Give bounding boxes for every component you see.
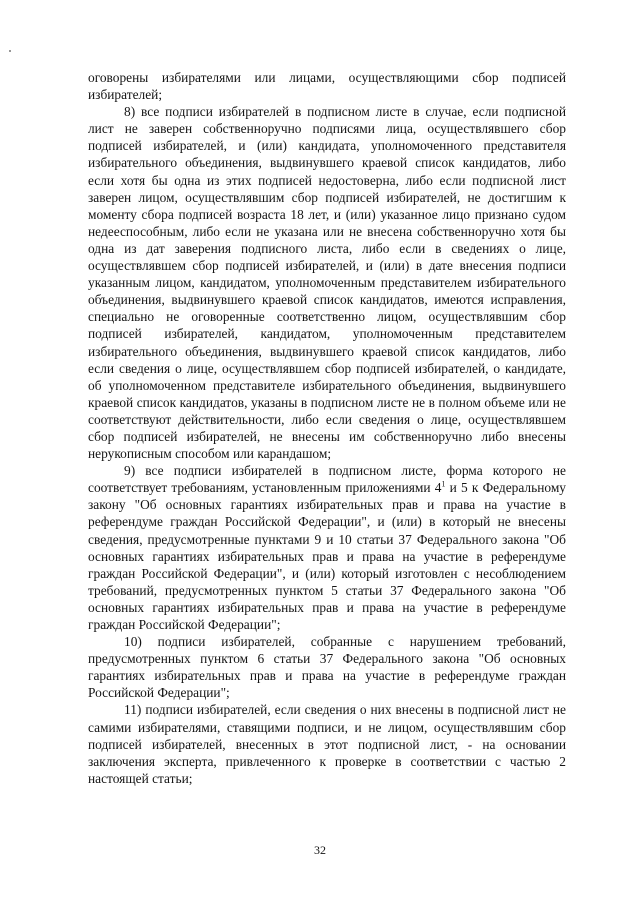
scan-speck bbox=[9, 50, 11, 52]
paragraph-item-9-text-b: и 5 к Федеральному закону "Об основных гарантиях избирательных прав и права на участие в референдуме граждан Российской Федерации", и (или) в который не внесены сведения, предусмотренные пунктами 9 и 10 статьи 37 Федерального закона "Об основных гарантиях избирательных прав и права на участие в референдуме граждан Российской Федерации", и (или) который изготовлен с несоблюдением требований, предусмотренных пунктом 5 статьи 37 Федерального закона "Об основных гарантиях избирательных прав и права на участие в референдуме граждан Российской Федерации"; bbox=[88, 480, 566, 632]
document-body bbox=[88, 69, 566, 787]
paragraph-item-9-text-a: 9) все подписи избирателей в подписном листе, форма которого не соответствует требованиям, установленным приложениями 4 bbox=[88, 463, 566, 496]
paragraph-continuation: оговорены избирателями или лицами, осуществляющими сбор подписей избирателей; bbox=[88, 70, 566, 103]
paragraph-item-8: 8) все подписи избирателей в подписном листе в случае, если подписной лист не заверен собственноручно подписями лица, осуществлявшего сбор подписей избирателей, и (или) кандидата, уполномоченного представителя избирательного объединения, выдвинувшего краевой список кандидатов, либо если хотя бы одна из этих подписей недостоверна, либо если подписной лист заверен лицом, осуществлявшим сбор подписей избирателей, не достигшим к моменту сбора подписей возраста 18 лет, и (или) указанное лицо признано судом недееспособным, либо если не указана или не внесена собственноручно хотя бы одна из дат заверения подписного листа, либо если в сведениях о лице, осуществлявшем сбор подписей избирателей, и (или) в дате внесения подписи указанным лицом, кандидатом, уполномоченным представителем избирательного объединения, выдвинувшего краевой список кандидатов, имеются исправления, специально не оговоренные соответственно лицом, осуществлявшим сбор подписей избирателей, кандидатом, уполномоченным представителем избирательного объединения, выдвинувшего краевой список кандидатов, либо если сведения о лице, осуществлявшем сбор подписей избирателей, о кандидате, об уполномоченном представителе избирательного объединения, выдвинувшего краевой список кандидатов, указаны в подписном листе не в полном объеме или не соответствуют действительности, либо если сведения о лице, осуществлявшем сбор подписей избирателей, не внесены им собственноручно либо внесены нерукописным способом или карандашом; bbox=[88, 104, 566, 462]
paragraph-item-10: 10) подписи избирателей, собранные с нарушением требований, предусмотренных пунктом 6 статьи 37 Федерального закона "Об основных гарантиях избирательных прав и права на участие в референдуме граждан Российской Федерации"; bbox=[88, 634, 566, 701]
paragraph-item-9 bbox=[88, 462, 566, 633]
superscript: 1 bbox=[441, 479, 446, 489]
page-number: 32 bbox=[314, 843, 326, 857]
paragraph-item-11: 11) подписи избирателей, если сведения о них внесены в подписной лист не самими избирателями, ставящими подписи, и не лицом, осуществлявшим сбор подписей избирателей, внесенных в этот подписной лист, - на основании заключения эксперта, привлеченного к проверке в соответствии с частью 2 настоящей статьи; bbox=[88, 702, 566, 786]
